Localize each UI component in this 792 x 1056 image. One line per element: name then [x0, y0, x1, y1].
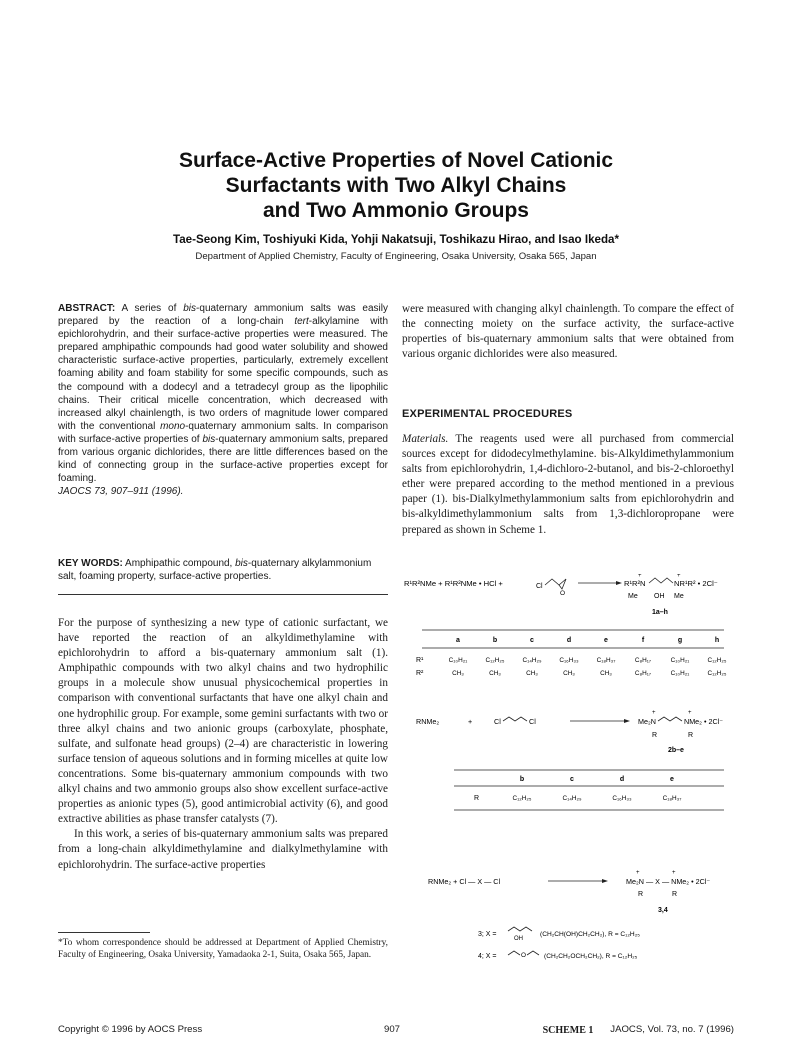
- table1-column-header: e: [604, 637, 608, 644]
- reaction2-cl-right: Cl: [529, 717, 536, 726]
- product2-left: Me₂N: [638, 717, 656, 726]
- abstract-text: -quaternary ammonium salts. In comparison with surface-active properties of: [58, 420, 389, 445]
- product1-left: R¹R²N: [624, 579, 646, 588]
- table2-column-header: b: [519, 776, 525, 783]
- arrow-head: [616, 581, 622, 585]
- row-label: R¹: [416, 657, 424, 664]
- introduction: [58, 616, 388, 873]
- keywords-label: KEY WORDS:: [58, 558, 123, 569]
- reaction2-plus: +: [468, 717, 473, 726]
- table2-cell: C₁₆H₃₃: [612, 795, 632, 802]
- reaction1-reactants: R¹R²NMe + R¹R²NMe • HCl +: [404, 579, 503, 588]
- propane-chain: [503, 717, 527, 721]
- table1-column-header: h: [714, 637, 720, 644]
- reaction2-reactant: RNMe₂: [416, 717, 440, 726]
- right-column-text: [402, 302, 734, 362]
- plus-charge: +: [672, 870, 676, 876]
- epoxide-o: O: [560, 590, 566, 597]
- table1-header: [456, 637, 719, 644]
- x-definition-4: 4; X =: [478, 953, 497, 960]
- reaction2-cl-left: Cl: [494, 717, 501, 726]
- table2-column-header: c: [570, 776, 574, 783]
- copyright: Copyright © 1996 by AOCS Press: [58, 1024, 203, 1035]
- product3-sub-right: R: [672, 891, 678, 898]
- product1-sub-left: Me: [628, 593, 638, 600]
- reaction3-product: Me₂N — X — NMe₂ • 2Cl⁻: [626, 877, 711, 886]
- keywords-italic: bis: [235, 558, 248, 569]
- arrow-head: [602, 879, 608, 883]
- abstract-italic: mono: [160, 420, 186, 432]
- table1-column-header: g: [677, 637, 683, 644]
- materials-section: [402, 432, 734, 538]
- title-line: Surface-Active Properties of Novel Cationic: [178, 149, 614, 172]
- table1-cell: C₈H₁₇: [634, 657, 652, 664]
- table1-cell: CH₃: [563, 670, 575, 677]
- page-number: 907: [384, 1024, 401, 1035]
- table1-column-header: a: [456, 637, 460, 644]
- table2-column-header: e: [670, 776, 674, 783]
- journal-reference: JAOCS, Vol. 73, no. 7 (1996): [610, 1024, 734, 1035]
- table2-cell: C₁₂H₂₅: [512, 795, 532, 802]
- materials-label: Materials.: [402, 433, 449, 445]
- ether-o: O: [521, 952, 526, 959]
- intro-paragraph: In this work, a series of bis-quaternary ammonium salts was prepared from a long-chain alkyldimethylamine and dialkylmethylamine with epichlorohydrin. The surface-active properties: [58, 828, 388, 871]
- keywords-text: -quaternary alkylammonium salt, foaming property, surface-active properties.: [58, 558, 372, 583]
- reaction3-reactants: RNMe₂ + Cl — X — Cl: [428, 877, 501, 886]
- title-block: [60, 148, 732, 262]
- abstract-text: -quaternary ammonium salts, prepared from various organic dichlorides, there are little differences based on the kind of connecting group in the surface-active properties except for foaming.: [58, 433, 388, 485]
- oh-group: OH: [514, 936, 523, 942]
- table1-cell: CH₃: [452, 670, 464, 677]
- abstract-italic: tert: [294, 316, 309, 328]
- plus-charge: +: [677, 574, 681, 579]
- table1-column-header: c: [530, 637, 534, 644]
- abstract-text: -quaternary ammonium salts was easily prepared by the reaction of a long-chain: [58, 303, 388, 328]
- plus-charge: +: [688, 710, 692, 716]
- abstract-italic: bis: [183, 303, 197, 314]
- abstract-citation: JAOCS 73, 907–911 (1996).: [58, 486, 184, 498]
- abstract-text: A series of: [115, 303, 184, 314]
- compound-label: 3,4: [658, 907, 668, 914]
- ether-chain-left: [508, 951, 520, 955]
- table1-row1: [449, 657, 727, 664]
- table1-cell: CH₃: [600, 670, 612, 677]
- table1-column-header: b: [492, 637, 498, 644]
- abstract-italic: bis: [202, 433, 216, 445]
- product1-sub-right: Me: [674, 593, 684, 600]
- table2-row: [513, 795, 682, 802]
- product1-sub-mid: OH: [654, 593, 665, 600]
- butanol-chain: [508, 927, 532, 931]
- epichlorohydrin-structure: [536, 579, 566, 597]
- plus-charge: +: [638, 574, 642, 579]
- ether-chain-right: [527, 951, 539, 955]
- scheme-caption: SCHEME 1: [542, 1025, 594, 1036]
- table1-row2: [452, 670, 727, 677]
- plus-charge: +: [652, 710, 656, 716]
- compound-label: 1a–h: [652, 609, 668, 616]
- table1-cell: C₁₀H₂₁: [670, 657, 690, 664]
- title-line: and Two Ammonio Groups: [263, 199, 529, 222]
- keywords-text: Amphipathic compound,: [122, 558, 236, 569]
- scheme-1-figure: [402, 574, 734, 1014]
- product1-chain: [649, 578, 673, 583]
- abstract: [58, 302, 388, 498]
- table1-cell: CH₃: [489, 670, 501, 677]
- body-paragraph: were measured with changing alkyl chainlength. To compare the effect of the connecting moiety on the surface activity, the surface-active properties of bis-quaternary ammonium salts that were obtained from various organic dichlorides were also measured.: [402, 303, 734, 361]
- title-line: Surfactants with Two Alkyl Chains: [225, 174, 567, 197]
- table1-cell: C₈H₁₇: [634, 670, 652, 677]
- arrow-head: [624, 719, 630, 723]
- table1-cell: C₁₈H₃₇: [596, 657, 616, 664]
- paper-title: [60, 148, 732, 223]
- epoxide-cl: Cl: [536, 583, 543, 590]
- table1-cell: C₁₂H₂₅: [485, 657, 505, 664]
- abstract-text: -alkylamine with epichlorohydrin, and their surface-active properties were measured. The prepared amphipathic compounds had good water solubility and showed characteristic surface-active properties, particularly, extremely excellent foaming ability and foam stability for some specific compounds, such as the compound with a dodecyl and a tetradecyl group as the lipophilic chains. Their critical micelle concentration, which decreased with increased alkyl chainlength, is two orders of magnitude lower compared with the conventional: [58, 316, 389, 432]
- table1-column-header: f: [641, 637, 645, 644]
- table1-cell: C₁₀H₂₁: [448, 657, 468, 664]
- abstract-label: ABSTRACT:: [58, 303, 116, 314]
- keywords-divider: [58, 594, 388, 595]
- x-formula-3: (CH₂CH(OH)CH₂CH₂), R = C₁₂H₂₅: [540, 931, 640, 938]
- page-footer: [58, 1024, 734, 1038]
- x-definition-3: 3; X =: [478, 931, 497, 938]
- intro-paragraph: For the purpose of synthesizing a new type of cationic surfactant, we have reported the reaction of an alkyldimethylamine with epichlorohydrin to afford a bis-quaternary ammonium salt (1). Amphipathic compounds with two alkyl chains and two hydrophilic groups in a molecule show unusual physicochemical properties in comparison with conventional surfactants that have one alkyl chain and one hydrophilic group. For example, some gemini surfactants with two or three alkyl chains and two anionic groups (carboxylate, phosphate, sulfate, and sulfonate head groups) (2–4) are characteristic in lowering surface tension of aqueous solutions and in forming micelles at quite low concentrations. Some bis-quaternary ammonium compounds with two alkyl chains and two ammonio groups also show excellent surface-active properties as anionic types (5), good antimicrobial activity (6), and good extractive abilities as phase transfer catalysts (7).: [58, 617, 388, 826]
- table2-header: [520, 776, 674, 783]
- affiliation: Department of Applied Chemistry, Faculty of Engineering, Osaka University, Osaka 565, Japan: [195, 251, 597, 262]
- author-list: Tae-Seong Kim, Toshiyuki Kida, Yohji Nakatsuji, Toshikazu Hirao, and Isao Ikeda*: [172, 233, 620, 246]
- keywords: [58, 557, 388, 583]
- table1-cell: C₁₂H₂₅: [707, 657, 727, 664]
- table2-cell: C₁₈H₃₇: [662, 795, 682, 802]
- product2-right: NMe₂ • 2Cl⁻: [684, 717, 724, 726]
- plus-charge: +: [636, 870, 640, 876]
- product2-sub-left: R: [652, 732, 658, 739]
- table1-cell: C₁₀H₂₁: [670, 670, 690, 677]
- table1-cell: C₁₂H₂₅: [707, 670, 727, 677]
- row-label: R²: [416, 670, 424, 677]
- row-label: R: [474, 795, 480, 802]
- product2-sub-right: R: [688, 732, 694, 739]
- table2-cell: C₁₄H₂₉: [562, 795, 582, 802]
- table1-cell: C₁₄H₂₉: [522, 657, 542, 664]
- footnote-divider: [58, 932, 150, 933]
- product2-chain: [658, 717, 682, 721]
- table1-cell: C₁₆H₃₃: [559, 657, 579, 664]
- product3-sub-left: R: [638, 891, 644, 898]
- section-heading: EXPERIMENTAL PROCEDURES: [402, 408, 573, 420]
- compound-label: 2b–e: [668, 747, 684, 754]
- table1-column-header: d: [566, 637, 572, 644]
- materials-text: The reagents used were all purchased from commercial sources except for didodecylmethylamine. bis-Alkyldimethylammonium salts from epichlorohydrin, 1,4-dichloro-2-butanol, and bis-2-chloroethyl ether were prepared according to the method mentioned in a previous paper (1). bis-Dialkylmethylammonium salts from epichlorohydrin and bis-alkyldimethylammonium salts from 1,3-dichloropropane were prepared as shown in Scheme 1.: [402, 433, 734, 536]
- table2-column-header: d: [619, 776, 625, 783]
- table1-cell: CH₃: [526, 670, 538, 677]
- footnote: *To whom correspondence should be addressed at Department of Applied Chemistry, Faculty of Engineering, Osaka University, Yamadaoka 2-1, Suita, Osaka 565, Japan.: [58, 938, 388, 960]
- x-formula-4: (CH₂CH₂OCH₂CH₂), R = C₁₂H₂₅: [544, 953, 638, 960]
- product1-right: NR¹R² • 2Cl⁻: [674, 579, 718, 588]
